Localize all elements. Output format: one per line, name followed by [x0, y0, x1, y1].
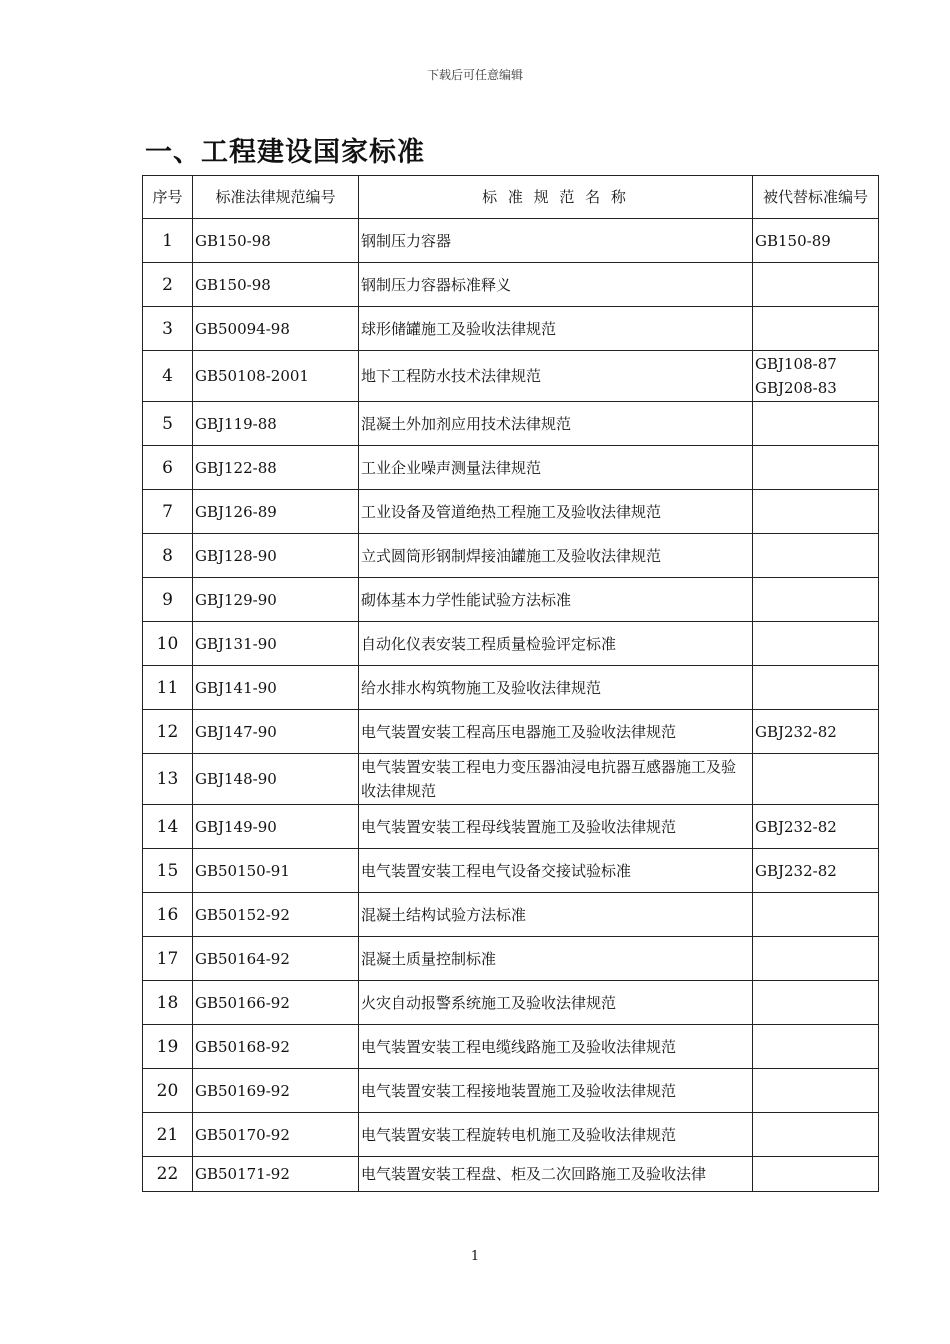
table-row: [143, 666, 879, 710]
cell-standard-code: GBJ128-90: [193, 534, 359, 578]
cell-serial-no: 15: [143, 849, 193, 893]
cell-serial-no: 17: [143, 937, 193, 981]
cell-standard-code: GBJ147-90: [193, 710, 359, 754]
cell-serial-no: 20: [143, 1069, 193, 1113]
cell-serial-no: 12: [143, 710, 193, 754]
table-row: [143, 446, 879, 490]
header-note: 下载后可任意编辑: [426, 68, 523, 82]
cell-replaced-code: GBJ232-82: [753, 805, 879, 849]
cell-serial-no: 22: [143, 1157, 193, 1192]
cell-serial-no: 8: [143, 534, 193, 578]
cell-replaced-code: GBJ108-87 GBJ208-83: [753, 351, 879, 402]
cell-standard-name: 电气装置安装工程母线装置施工及验收法律规范: [359, 805, 753, 849]
cell-replaced-code: [753, 622, 879, 666]
cell-serial-no: 18: [143, 981, 193, 1025]
cell-standard-code: GBJ141-90: [193, 666, 359, 710]
table-row: [143, 754, 879, 805]
cell-standard-name: 电气装置安装工程高压电器施工及验收法律规范: [359, 710, 753, 754]
cell-replaced-code: [753, 446, 879, 490]
cell-replaced-code: [753, 1157, 879, 1192]
cell-replaced-code: [753, 981, 879, 1025]
cell-replaced-code: [753, 893, 879, 937]
cell-serial-no: 14: [143, 805, 193, 849]
cell-standard-code: GB50152-92: [193, 893, 359, 937]
cell-standard-name: 混凝土结构试验方法标准: [359, 893, 753, 937]
table-row: [143, 1025, 879, 1069]
cell-standard-name: 给水排水构筑物施工及验收法律规范: [359, 666, 753, 710]
cell-standard-code: GB50166-92: [193, 981, 359, 1025]
table-row: [143, 1113, 879, 1157]
cell-standard-code: GB50164-92: [193, 937, 359, 981]
cell-standard-code: GB50094-98: [193, 307, 359, 351]
cell-serial-no: 7: [143, 490, 193, 534]
cell-replaced-code: [753, 937, 879, 981]
table-row: [143, 622, 879, 666]
cell-serial-no: 9: [143, 578, 193, 622]
table-row: [143, 937, 879, 981]
cell-standard-code: GB50171-92: [193, 1157, 359, 1192]
cell-replaced-code: [753, 666, 879, 710]
cell-replaced-code: [753, 307, 879, 351]
cell-replaced-code: [753, 1069, 879, 1113]
table-row: [143, 490, 879, 534]
table-row: [143, 849, 879, 893]
cell-replaced-code: GB150-89: [753, 219, 879, 263]
cell-standard-code: GB50170-92: [193, 1113, 359, 1157]
cell-standard-name: 钢制压力容器标准释义: [359, 263, 753, 307]
cell-standard-name: 火灾自动报警系统施工及验收法律规范: [359, 981, 753, 1025]
cell-standard-name: 混凝土质量控制标准: [359, 937, 753, 981]
table-row: [143, 578, 879, 622]
cell-standard-name: 电气装置安装工程接地装置施工及验收法律规范: [359, 1069, 753, 1113]
table-row: [143, 981, 879, 1025]
cell-standard-name: 电气装置安装工程旋转电机施工及验收法律规范: [359, 1113, 753, 1157]
cell-standard-code: GBJ126-89: [193, 490, 359, 534]
cell-replaced-code: [753, 534, 879, 578]
cell-replaced-code: [753, 1025, 879, 1069]
table-row: [143, 263, 879, 307]
cell-standard-name: 电气装置安装工程电力变压器油浸电抗器互感器施工及验收法律规范: [359, 754, 753, 805]
table-row: [143, 893, 879, 937]
cell-standard-name: 混凝土外加剂应用技术法律规范: [359, 402, 753, 446]
cell-standard-name: 地下工程防水技术法律规范: [359, 351, 753, 402]
table-row: [143, 534, 879, 578]
header-standard-name: 标 准 规 范 名 称: [359, 176, 753, 219]
table-row: [143, 307, 879, 351]
cell-standard-code: GB50108-2001: [193, 351, 359, 402]
header-serial-no: 序号: [143, 176, 193, 219]
cell-standard-name: 立式圆筒形钢制焊接油罐施工及验收法律规范: [359, 534, 753, 578]
cell-standard-name: 工业设备及管道绝热工程施工及验收法律规范: [359, 490, 753, 534]
cell-serial-no: 1: [143, 219, 193, 263]
cell-standard-name: 砌体基本力学性能试验方法标准: [359, 578, 753, 622]
cell-standard-code: GB50169-92: [193, 1069, 359, 1113]
page-title: 一、工程建设国家标准: [145, 137, 425, 168]
cell-standard-code: GBJ131-90: [193, 622, 359, 666]
standards-table: [142, 175, 879, 1192]
cell-serial-no: 3: [143, 307, 193, 351]
cell-replaced-code: GBJ232-82: [753, 710, 879, 754]
cell-replaced-code: [753, 754, 879, 805]
cell-standard-code: GBJ149-90: [193, 805, 359, 849]
table-header-row: [143, 176, 879, 219]
table-row: [143, 219, 879, 263]
cell-replaced-code: [753, 402, 879, 446]
cell-serial-no: 16: [143, 893, 193, 937]
cell-replaced-code: GBJ232-82: [753, 849, 879, 893]
cell-serial-no: 19: [143, 1025, 193, 1069]
cell-standard-name: 电气装置安装工程盘、柜及二次回路施工及验收法律: [359, 1157, 753, 1192]
cell-standard-code: GB150-98: [193, 219, 359, 263]
table-row: [143, 710, 879, 754]
cell-standard-name: 自动化仪表安装工程质量检验评定标准: [359, 622, 753, 666]
cell-serial-no: 10: [143, 622, 193, 666]
table-body: [143, 219, 879, 1192]
cell-serial-no: 5: [143, 402, 193, 446]
cell-serial-no: 11: [143, 666, 193, 710]
cell-standard-name: 钢制压力容器: [359, 219, 753, 263]
cell-replaced-code: [753, 263, 879, 307]
cell-standard-code: GB50168-92: [193, 1025, 359, 1069]
page-number: 1: [470, 1249, 480, 1264]
cell-standard-code: GBJ119-88: [193, 402, 359, 446]
cell-standard-name: 工业企业噪声测量法律规范: [359, 446, 753, 490]
cell-standard-code: GB150-98: [193, 263, 359, 307]
table-row: [143, 805, 879, 849]
header-replaced-code: 被代替标准编号: [753, 176, 879, 219]
cell-replaced-code: [753, 578, 879, 622]
cell-standard-code: GB50150-91: [193, 849, 359, 893]
header-standard-code: 标准法律规范编号: [193, 176, 359, 219]
cell-serial-no: 4: [143, 351, 193, 402]
cell-serial-no: 21: [143, 1113, 193, 1157]
cell-serial-no: 13: [143, 754, 193, 805]
cell-standard-name: 球形储罐施工及验收法律规范: [359, 307, 753, 351]
cell-standard-name: 电气装置安装工程电气设备交接试验标准: [359, 849, 753, 893]
table-row: [143, 402, 879, 446]
cell-standard-name: 电气装置安装工程电缆线路施工及验收法律规范: [359, 1025, 753, 1069]
cell-replaced-code: [753, 1113, 879, 1157]
cell-standard-code: GBJ148-90: [193, 754, 359, 805]
cell-serial-no: 2: [143, 263, 193, 307]
cell-serial-no: 6: [143, 446, 193, 490]
cell-standard-code: GBJ129-90: [193, 578, 359, 622]
table-row: [143, 1069, 879, 1113]
table-row: [143, 351, 879, 402]
table-row: [143, 1157, 879, 1192]
cell-replaced-code: [753, 490, 879, 534]
cell-standard-code: GBJ122-88: [193, 446, 359, 490]
